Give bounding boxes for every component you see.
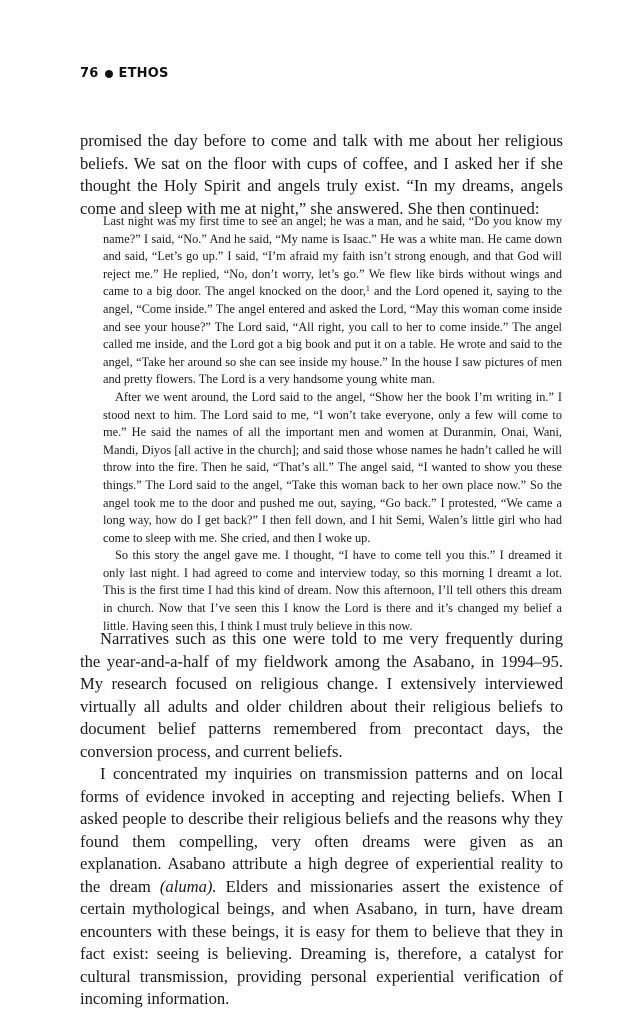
body-paragraph-2 [80,763,563,1011]
quote-paragraph-3: So this story the angel gave me. I thought, “I have to come tell you this.” I dreamed it only last night. I had agreed to come and interview today, so this morning I dreamt a lot. This is the first time I had this kind of dream. Now this afternoon, I’ll tell others this dream in church. Now that I’ve seen this I know the Lord is there and it’s changed my belief a little. Having seen this, I think I must truly believe in this now. [103,548,562,633]
page-number: 76 [80,66,99,81]
journal-title: ETHOS [118,66,169,81]
opening-paragraph: promised the day before to come and talk with me about her religious beliefs. We sat on the floor with cups of coffee, and I asked her if she thought the Holy Spirit and angels truly exist. “In my dreams, angels come and sleep with me at night,” she answered. She then continued: [80,131,563,218]
body-paragraph-1: Narratives such as this one were told to me very frequently during the year-and-a-half of my fieldwork among the Asabano, in 1994–95. My research focused on religious change. I extensively interviewed virtually all adults and older children about their religious beliefs to document belief patterns remembered from precontact days, the conversion process, and current beliefs. [80,629,563,761]
term-aluma: (aluma). [159,876,217,896]
opening-paragraph-block [80,130,563,220]
quote-paragraph-1 [103,213,562,389]
block-quote [103,213,562,635]
quote-paragraph-1-part-a: Last night was my first time to see an angel; he was a man, and he said, “Do you know my name?” I said, “No.” And he said, “My name is Isaac.” He was a white man. He came down and said, “Let’s go up.” I said, “I’m afraid my faith isn’t strong enough, and that God will reject me.” He replied, “No, don’t worry, let’s go.” We flew like birds without wings and came to a big door. The angel knocked on the door, [103,214,562,299]
body-text [80,628,563,1011]
body-paragraph-2-part-b: Elders and missionaries assert the existence of certain mythological beings, and when Asabano, in turn, have dream encounters with these beings, it is easy for them to believe that they in fact exist: seeing is believing. Dreaming is, therefore, a catalyst for cultural transmission, providing personal experiential verification of incoming information. [80,876,564,1008]
quote-paragraph-2: After we went around, the Lord said to the angel, “Show her the book I’m writing in.” I stood next to him. The Lord said to me, “I won’t take everyone, only a few will come to me.” He said the names of all the important men and women at Duranmin, Onai, Wani, Mandi, Diyos [all active in the church]; and said those whose names he hadn’t called he will throw into the fire. Then he said, “That’s all.” The angel said, “I wanted to show you these things.” The Lord said to the angel, “Take this woman back to her own place now.” So the angel took me to the door and pushed me out, saying, “Go back.” I protested, “We came a long way, how do I get back?” I then fell down, and I hit Semi, Walen’s little girl who had come to sleep with me. She cried, and then I woke up. [103,389,562,545]
bullet-icon [105,70,113,78]
body-paragraph-2-part-a: I concentrated my inquiries on transmission patterns and on local forms of evidence invoked in accepting and rejecting beliefs. When I asked people to describe their religious beliefs and the reasons why they found them compelling, very often dreams were given as an explanation. Asabano attribute a high degree of experiential reality to the dream [80,764,563,896]
quote-paragraph-1-part-b: and the Lord opened it, saying to the angel, “Come inside.” The angel entered and asked the Lord, “May this woman come inside and see your house?” The Lord said, “All right, you call to her to come inside.” The angel called me inside, and the Lord got a big book and put it on a table. He wrote and said to the angel, “Take her around so she can see inside my house.” In the house I saw pictures of men and pretty flowers. The Lord is a very handsome young white man. [103,284,562,387]
footnote-marker[interactable]: 1 [365,284,370,294]
running-head [80,66,169,81]
